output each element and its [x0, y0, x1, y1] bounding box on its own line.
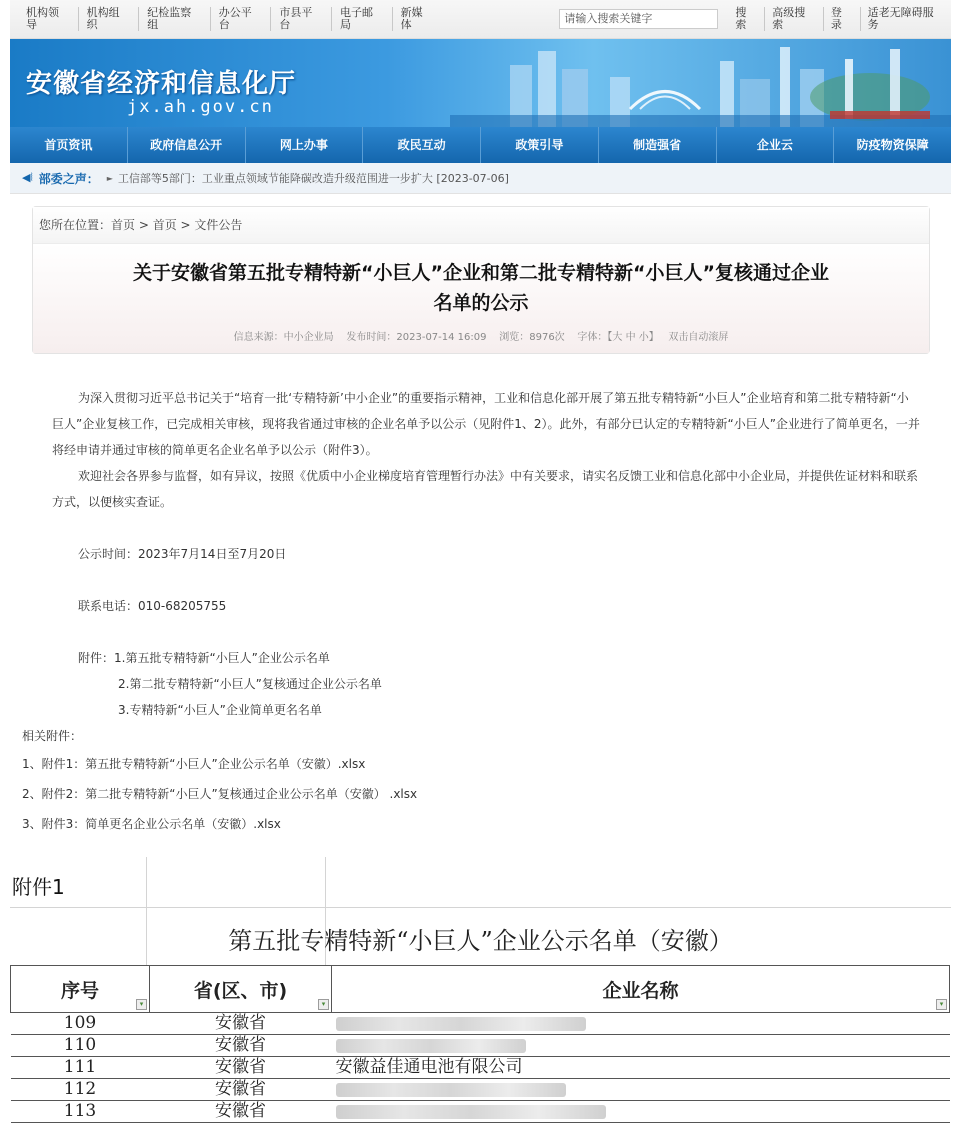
attachment-intro: 附件：1.第五批专精特新“小巨人”企业公示名单 [78, 651, 330, 665]
attachment-item-2: 2.第二批专精特新“小巨人”复核通过企业公示名单 [118, 677, 382, 691]
accessibility-link[interactable]: 适老无障碍服务 [860, 7, 951, 31]
nav-item-online-service[interactable]: 网上办事 [246, 127, 364, 163]
nav-item-epidemic-supplies[interactable]: 防疫物资保障 [856, 138, 929, 152]
cell-province: 安徽省 [150, 1101, 332, 1123]
article-meta [43, 328, 919, 343]
webpage-screenshot [10, 0, 951, 855]
cell-no: 109 [11, 1013, 150, 1035]
cell-province: 安徽省 [150, 1079, 332, 1101]
top-link-email[interactable]: 电子邮局 [332, 7, 393, 31]
meta-font-label: 字体：【 [577, 332, 613, 343]
article-title [43, 258, 919, 318]
arrow-right-icon: ► [106, 173, 113, 183]
company-table [10, 965, 950, 1123]
article-title-line2: 名单的公示 [433, 292, 529, 314]
table-header-row [11, 966, 950, 1013]
top-right-links [728, 7, 951, 31]
ticker-link[interactable]: 工信部等5部门：工业重点领域节能降碳改造升级范围进一步扩大 [2023-07-06] [117, 172, 509, 185]
article-panel [32, 206, 930, 354]
notice-period: 公示时间：2023年7月14日至7月20日 [78, 547, 287, 561]
cell-no: 113 [11, 1101, 150, 1123]
filter-dropdown-icon[interactable]: ▾ [936, 999, 947, 1010]
breadcrumb-home[interactable]: 首页 [111, 218, 136, 232]
cell-province: 安徽省 [150, 1035, 332, 1057]
cell-company-blurred [332, 1035, 950, 1057]
related-label: 相关附件： [22, 729, 83, 743]
nav-item-manufacturing[interactable]: 制造强省 [599, 127, 717, 163]
paragraph-2: 欢迎社会各界参与监督，如有异议，按照《优质中小企业梯度培育管理暂行办法》中有关要求，请实名反馈工业和信息化部中小企业局，并提供佐证材料和联系方式，以便核实查证。 [52, 469, 919, 509]
breadcrumb-home-2[interactable]: 首页 [152, 218, 177, 232]
meta-views: 浏览：8976次 [499, 332, 565, 343]
article-title-line1: 关于安徽省第五批专精特新“小巨人”企业和第二批专精特新“小巨人”复核通过企业 [133, 262, 829, 284]
nav-item-enterprise-cloud[interactable]: 企业云 [717, 127, 835, 163]
login-link[interactable]: 登录 [823, 7, 860, 31]
top-link-org[interactable]: 机构组织 [79, 7, 140, 31]
font-size-large[interactable]: 大 [612, 332, 623, 343]
article-header [33, 244, 929, 353]
meta-font-end: 】 [648, 332, 659, 343]
site-domain: jx.ah.gov.cn [127, 97, 274, 117]
font-size-small[interactable]: 小 [638, 332, 649, 343]
related-attachment-1[interactable]: 1、附件1：第五批专精特新“小巨人”企业公示名单（安徽）.xlsx [22, 757, 366, 771]
nav-item-news[interactable]: 首页资讯 [10, 127, 128, 163]
search-input[interactable]: 请输入搜索关键字 [559, 9, 718, 29]
sheet-label: 附件1 [12, 875, 65, 899]
breadcrumb-notices[interactable]: 文件公告 [194, 218, 243, 232]
cell-no: 110 [11, 1035, 150, 1057]
breadcrumb: 您所在位置：首页 > 首页 > 文件公告 [33, 207, 929, 244]
filter-dropdown-icon[interactable]: ▾ [136, 999, 147, 1010]
cell-company-blurred [332, 1013, 950, 1035]
top-utility-bar [10, 0, 951, 39]
cell-no: 111 [11, 1057, 150, 1079]
breadcrumb-prefix: 您所在位置： [39, 218, 112, 232]
top-link-office[interactable]: 办公平台 [211, 7, 272, 31]
font-size-medium[interactable]: 中 [625, 332, 636, 343]
advanced-search-link[interactable]: 高级搜索 [764, 7, 823, 31]
table-row [11, 1101, 950, 1123]
sheet-title: 第五批专精特新“小巨人”企业公示名单（安徽） [228, 927, 733, 955]
column-header-province: 省(区、市) ▾ [150, 966, 332, 1013]
grid-line [10, 907, 951, 908]
top-link-leaders[interactable]: 机构领导 [18, 7, 79, 31]
related-attachment-3[interactable]: 3、附件3：简单更名企业公示名单（安徽）.xlsx [22, 817, 281, 831]
column-header-no: 序号 ▾ [11, 966, 150, 1013]
speaker-icon: ◀⦚ [22, 171, 33, 184]
table-row [11, 1079, 950, 1101]
nav-item-policy[interactable]: 政策引导 [481, 127, 599, 163]
search-button[interactable]: 搜索 [735, 6, 747, 31]
table-row [11, 1035, 950, 1057]
top-links [10, 7, 441, 31]
article-body [22, 385, 920, 839]
site-banner [10, 39, 951, 127]
cell-company-blurred [332, 1101, 950, 1123]
contact-phone: 联系电话：010-68205755 [78, 599, 227, 613]
main-nav [10, 127, 951, 163]
cell-company-blurred [332, 1079, 950, 1101]
paragraph-1: 为深入贯彻习近平总书记关于“培育一批‘专精特新’中小企业”的重要指示精神，工业和信息化部开展了第五批专精特新“小巨人”企业培育和第二批专精特新“小巨人”企业复核工作，已完成相关审核，现将我省通过审核的企业名单予以公示（见附件1、2）。此外，有部分已认定的专精特新“小巨人”企业进行了简单更名，一并将经申请并通过审核的简单更名企业名单予以公示（附件3）。 [52, 391, 920, 457]
attachment-item-3: 3.专精特新“小巨人”企业简单更名名单 [118, 703, 322, 717]
table-row [11, 1013, 950, 1035]
meta-source: 信息来源：中小企业局 [233, 332, 334, 343]
site-title[interactable]: 安徽省经济和信息化厅 [26, 69, 297, 99]
nav-item-interaction[interactable]: 政民互动 [363, 127, 481, 163]
column-header-company: 企业名称 ▾ [332, 966, 950, 1013]
top-link-newmedia[interactable]: 新媒体 [400, 6, 423, 31]
cell-company: 安徽益佳通电池有限公司 [332, 1057, 950, 1079]
nav-item-gov-info[interactable]: 政府信息公开 [128, 127, 246, 163]
ticker-label: 部委之声： [38, 171, 99, 186]
city-skyline-image [450, 39, 951, 127]
top-link-city[interactable]: 市县平台 [271, 7, 332, 31]
related-attachment-2[interactable]: 2、附件2：第二批专精特新“小巨人”复核通过企业公示名单（安徽） .xlsx [22, 787, 418, 801]
table-row [11, 1057, 950, 1079]
meta-time: 发布时间：2023-07-14 16:09 [346, 332, 487, 343]
spreadsheet-screenshot [0, 857, 961, 1135]
cell-province: 安徽省 [150, 1057, 332, 1079]
cell-province: 安徽省 [150, 1013, 332, 1035]
news-ticker [10, 163, 951, 194]
cell-no: 112 [11, 1079, 150, 1101]
autoscroll-toggle[interactable]: 双击自动滚屏 [668, 332, 729, 343]
filter-dropdown-icon[interactable]: ▾ [318, 999, 329, 1010]
top-link-discipline[interactable]: 纪检监察组 [139, 7, 211, 31]
